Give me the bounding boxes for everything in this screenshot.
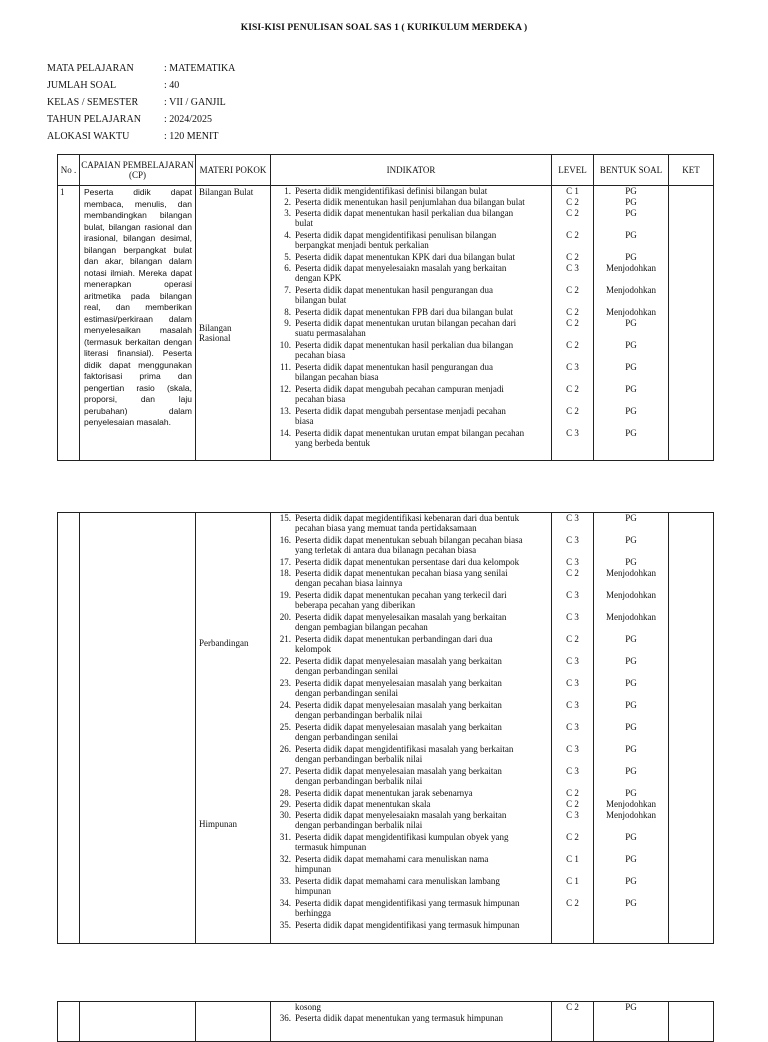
- indikator-item: [271, 384, 551, 406]
- indikator-item: [271, 810, 551, 832]
- indikator-number: 32.: [279, 854, 291, 864]
- info-row: [47, 114, 235, 131]
- indikator-text: Peserta didik dapat mengidentifikasi penulisan bilangan berpangkat menjadi bentuk perkalian: [295, 230, 497, 250]
- indikator-number: 28.: [279, 788, 291, 798]
- info-label: MATA PELAJARAN: [47, 63, 134, 74]
- indikator-number: 31.: [279, 832, 291, 842]
- indikator-number: 10.: [279, 340, 291, 350]
- bentuk-cell: [594, 513, 669, 944]
- info-label: ALOKASI WAKTU: [47, 131, 130, 142]
- level-value: [552, 1013, 593, 1024]
- materi-perbandingan: Perbandingan: [199, 638, 249, 648]
- level-value: C 2: [566, 197, 579, 207]
- bentuk-value: PG: [625, 722, 637, 732]
- indikator-item: [271, 197, 551, 208]
- bentuk-cell: [594, 1002, 669, 1042]
- indikator-text: Peserta didik dapat menentukan hasil perkalian dua bilangan pecahan biasa: [295, 340, 514, 360]
- header-level: LEVEL: [552, 155, 594, 186]
- cp-cell: [80, 1002, 196, 1042]
- indikator-text: Peserta didik dapat menentukan perbandingan dari dua kelompok: [295, 634, 493, 654]
- level-value: C 3: [566, 766, 579, 776]
- bentuk-cell: [594, 186, 669, 461]
- table-header-row: [58, 155, 714, 186]
- bentuk-value: Menjodohkan: [606, 612, 656, 622]
- indikator-text: Peserta didik dapat mengidentifikasi yang termasuk himpunan berhingga: [295, 898, 520, 918]
- level-value: C 2: [566, 384, 579, 394]
- bentuk-value: Menjodohkan: [606, 307, 656, 317]
- indikator-text: Peserta didik dapat menyelesaian masalah yang berkaitan dengan perbandingan berbalik nilai: [295, 766, 502, 786]
- bentuk-value: Menjodohkan: [606, 590, 656, 600]
- indikator-item: [271, 252, 551, 263]
- level-value: C 1: [566, 876, 579, 886]
- cp-cell: [80, 186, 196, 461]
- indikator-item: [271, 744, 551, 766]
- indikator-text: Peserta didik dapat menentukan hasil perkalian dua bilangan bulat: [295, 208, 514, 228]
- indikator-number: 9.: [284, 318, 291, 328]
- bentuk-value: PG: [625, 854, 637, 864]
- indikator-number: 5.: [284, 252, 291, 262]
- level-list: [552, 1002, 593, 1024]
- indikator-number: 4.: [284, 230, 291, 240]
- bentuk-value: PG: [625, 898, 637, 908]
- level-value: C 3: [566, 535, 579, 545]
- indikator-item: [271, 557, 551, 568]
- bentuk-value: PG: [625, 744, 637, 754]
- indikator-item: [271, 788, 551, 799]
- indikator-number: 18.: [279, 568, 291, 578]
- indikator-number: 6.: [284, 263, 291, 273]
- indikator-item: [271, 832, 551, 854]
- indikator-text: Peserta didik menentukan hasil penjumlahan dua bilangan bulat: [295, 197, 525, 207]
- indikator-text: Peserta didik dapat menyelesaikan masalah yang berkaitan dengan pembagian bilangan pecahan: [295, 612, 507, 632]
- indikator-text: Peserta didik dapat menentukan FPB dari dua bilangan bulat: [295, 307, 513, 317]
- bentuk-value: PG: [625, 197, 637, 207]
- level-value: C 2: [566, 406, 579, 416]
- bentuk-value: Menjodohkan: [606, 263, 656, 273]
- bentuk-value: PG: [625, 230, 637, 240]
- indikator-item: [271, 535, 551, 557]
- bentuk-value: PG: [625, 1002, 637, 1012]
- indikator-item: [271, 799, 551, 810]
- info-block: [47, 63, 235, 148]
- level-value: C 2: [566, 285, 579, 295]
- bentuk-value: [594, 1013, 668, 1024]
- info-row: [47, 97, 235, 114]
- indikator-text: Peserta didik dapat menyelesaian masalah yang berkaitan dengan perbandingan senilai: [295, 656, 502, 676]
- indikator-item: [271, 700, 551, 722]
- bentuk-value: PG: [625, 252, 637, 262]
- info-row: [47, 131, 235, 148]
- bentuk-value: PG: [625, 678, 637, 688]
- indikator-item: [271, 590, 551, 612]
- info-label: TAHUN PELAJARAN: [47, 114, 141, 125]
- level-value: C 3: [566, 557, 579, 567]
- kisi-table-page-1: [57, 154, 714, 461]
- indikator-number: 22.: [279, 656, 291, 666]
- info-value: : 120 MENIT: [164, 131, 219, 142]
- level-value: C 3: [566, 612, 579, 622]
- materi-bilangan-rasional: Bilangan Rasional: [199, 323, 232, 343]
- indikator-text: Peserta didik dapat menentukan persentase dari dua kelompok: [295, 557, 520, 567]
- indikator-cell: [271, 1002, 552, 1042]
- bentuk-value: Menjodohkan: [606, 799, 656, 809]
- ket-cell: [669, 1002, 714, 1042]
- bentuk-value: PG: [625, 208, 637, 218]
- indikator-number: 1.: [284, 186, 291, 196]
- indikator-item: [271, 307, 551, 318]
- materi-cell: [196, 513, 271, 944]
- kisi-table-page-2: [57, 512, 714, 944]
- bentuk-value: PG: [625, 766, 637, 776]
- level-value: C 2: [566, 307, 579, 317]
- indikator-item: [271, 612, 551, 634]
- indikator-text: Peserta didik dapat memahami cara menuliskan lambang himpunan: [295, 876, 500, 896]
- materi-cell: [196, 1002, 271, 1042]
- bentuk-value: PG: [625, 832, 637, 842]
- indikator-number: 20.: [279, 612, 291, 622]
- cp-cell: [80, 513, 196, 944]
- indikator-number: 23.: [279, 678, 291, 688]
- indikator-number: 16.: [279, 535, 291, 545]
- table-row: [58, 186, 714, 461]
- bentuk-value: PG: [625, 428, 637, 438]
- indikator-item: [271, 898, 551, 920]
- indikator-number: 29.: [279, 799, 291, 809]
- indikator-number: [275, 1002, 295, 1013]
- level-value: C 1: [566, 186, 579, 196]
- indikator-number: 30.: [279, 810, 291, 820]
- indikator-item: [271, 634, 551, 656]
- indikator-number: 27.: [279, 766, 291, 776]
- indikator-number: 12.: [279, 384, 291, 394]
- level-value: C 3: [566, 362, 579, 372]
- info-value: : 2024/2025: [164, 114, 213, 125]
- bentuk-value: Menjodohkan: [606, 810, 656, 820]
- level-value: C 3: [566, 656, 579, 666]
- info-row: [47, 63, 235, 80]
- level-value: C 2: [566, 799, 579, 809]
- level-cell: [552, 1002, 594, 1042]
- indikator-text: Peserta didik dapat mengidentifikasi masalah yang berkaitan dengan perbandingan berbalik nilai: [295, 744, 514, 764]
- bentuk-value: PG: [625, 700, 637, 710]
- header-materi: MATERI POKOK: [196, 155, 271, 186]
- level-value: C 2: [566, 788, 579, 798]
- indikator-item: [271, 340, 551, 362]
- level-value: C 2: [566, 1002, 579, 1012]
- document-title: KISI-KISI PENULISAN SOAL SAS 1 ( KURIKULUM MERDEKA ): [240, 23, 528, 33]
- indikator-number: 21.: [279, 634, 291, 644]
- level-value: C 2: [566, 208, 579, 218]
- info-value: : MATEMATIKA: [164, 63, 236, 74]
- indikator-text: Peserta didik dapat menentukan hasil pengurangan dua bilangan bulat: [295, 285, 493, 305]
- indikator-number: 3.: [284, 208, 291, 218]
- ket-cell: [669, 513, 714, 944]
- indikator-text: Peserta didik mengidentifikasi definisi bilangan bulat: [295, 186, 488, 196]
- indikator-number: 35.: [279, 920, 291, 930]
- indikator-item: [271, 1013, 551, 1024]
- level-value: C 3: [566, 263, 579, 273]
- indikator-item: [271, 876, 551, 898]
- kisi-table-page-3: [57, 1001, 714, 1042]
- header-indikator: INDIKATOR: [271, 155, 552, 186]
- level-value: C 3: [566, 810, 579, 820]
- info-label: KELAS / SEMESTER: [47, 97, 139, 108]
- indikator-text: Peserta didik dapat menyelesaiakn masalah yang berkaitan dengan KPK: [295, 263, 507, 283]
- indikator-cell: [271, 513, 552, 944]
- indikator-text: kosong: [295, 1002, 322, 1012]
- bentuk-value: PG: [625, 634, 637, 644]
- header-no: No .: [58, 155, 80, 186]
- indikator-number: 7.: [284, 285, 291, 295]
- indikator-item: [271, 722, 551, 744]
- level-value: C 3: [566, 700, 579, 710]
- info-value: : 40: [164, 80, 180, 91]
- indikator-list: [271, 1002, 551, 1024]
- header-cp: CAPAIAN PEMBELAJARAN (CP): [80, 155, 196, 186]
- indikator-number: 14.: [279, 428, 291, 438]
- indikator-text: Peserta didik dapat menentukan KPK dari dua bilangan bulat: [295, 252, 515, 262]
- indikator-item: [271, 318, 551, 340]
- indikator-text: Peserta didik dapat mengidentifikasi kumpulan obyek yang termasuk himpunan: [295, 832, 509, 852]
- level-value: C 3: [566, 744, 579, 754]
- level-value: C 3: [566, 513, 579, 523]
- bentuk-value: PG: [625, 656, 637, 666]
- bentuk-value: PG: [625, 406, 637, 416]
- indikator-item: [271, 1002, 551, 1013]
- table-row: [58, 513, 714, 944]
- info-value: : VII / GANJIL: [164, 97, 226, 108]
- indikator-text: Peserta didik dapat megidentifikasi kebenaran dari dua bentuk pecahan biasa yang memuat tanda pertidaksamaan: [295, 513, 520, 533]
- indikator-text: Peserta didik dapat menentukan yang termasuk himpunan: [295, 1013, 503, 1023]
- level-value: C 2: [566, 568, 579, 578]
- level-list: [552, 186, 593, 450]
- indikator-number: 2.: [284, 197, 291, 207]
- indikator-text: Peserta didik dapat mengubah pecahan campuran menjadi pecahan biasa: [295, 384, 504, 404]
- indikator-text: Peserta didik dapat menyelesaian masalah yang berkaitan dengan perbandingan senilai: [295, 722, 502, 742]
- indikator-text: Peserta didik dapat menentukan pecahan yang terkecil dari beberapa pecahan yang diberikan: [295, 590, 507, 610]
- bentuk-value: PG: [625, 362, 637, 372]
- indikator-item: [271, 854, 551, 876]
- indikator-text: Peserta didik dapat mengubah persentase menjadi pecahan biasa: [295, 406, 506, 426]
- indikator-text: Peserta didik dapat menentukan urutan bilangan pecahan dari suatu permasalahan: [295, 318, 517, 338]
- indikator-number: 34.: [279, 898, 291, 908]
- row-number-text: 1: [60, 187, 65, 197]
- indikator-item: [271, 656, 551, 678]
- bentuk-value: PG: [625, 876, 637, 886]
- indikator-text: Peserta didik dapat menentukan urutan empat bilangan pecahan yang berbeda bentuk: [295, 428, 525, 448]
- indikator-number: 26.: [279, 744, 291, 754]
- level-cell: [552, 186, 594, 461]
- indikator-text: Peserta didik dapat menentukan hasil pengurangan dua bilangan pecahan biasa: [295, 362, 493, 382]
- indikator-number: 19.: [279, 590, 291, 600]
- indikator-number: 33.: [279, 876, 291, 886]
- materi-himpunan: Himpunan: [199, 819, 237, 829]
- level-cell: [552, 513, 594, 944]
- indikator-number: 25.: [279, 722, 291, 732]
- indikator-number: 13.: [279, 406, 291, 416]
- bentuk-value: PG: [625, 384, 637, 394]
- indikator-text: Peserta didik dapat menyelesaian masalah yang berkaitan dengan perbandingan senilai: [295, 678, 502, 698]
- bentuk-list: [594, 513, 668, 931]
- bentuk-value: [594, 920, 668, 931]
- indikator-number: 15.: [279, 513, 291, 523]
- bentuk-value: Menjodohkan: [606, 568, 656, 578]
- level-value: C 3: [566, 590, 579, 600]
- level-value: [552, 920, 593, 931]
- level-list: [552, 513, 593, 931]
- indikator-list: [271, 513, 551, 931]
- level-value: C 2: [566, 230, 579, 240]
- level-value: C 3: [566, 722, 579, 732]
- bentuk-value: PG: [625, 535, 637, 545]
- indikator-item: [271, 263, 551, 285]
- indikator-number: 11.: [280, 362, 291, 372]
- indikator-item: [271, 406, 551, 428]
- indikator-item: [271, 428, 551, 450]
- level-value: C 2: [566, 340, 579, 350]
- bentuk-value: PG: [625, 557, 637, 567]
- indikator-text: Peserta didik dapat menentukan pecahan biasa yang senilai dengan pecahan biasa lainnya: [295, 568, 508, 588]
- indikator-item: [271, 285, 551, 307]
- level-value: C 2: [566, 832, 579, 842]
- ket-cell: [669, 186, 714, 461]
- indikator-item: [271, 766, 551, 788]
- cp-text: Peserta didik dapat membaca, menulis, dan membandingkan bilangan bulat, bilangan rasional dan irasional, bilangan desimal, bilangan berpangkat bulat dan akar, bilangan dalam notasi ilmiah. Mereka dapat menerapkan operasi aritmetika pada bilangan real, dan memberikan estimasi/perkiraan dalam menyelesaikan masalah (termasuk berkaitan dengan literasi finansial). Peserta didik dapat menggunakan faktorisasi prima dan pengertian rasio (skala, proporsi, dan laju perubahan) dalam penyelesaian masalah.: [84, 187, 192, 427]
- header-bentuk-soal: BENTUK SOAL: [594, 155, 669, 186]
- row-number: [58, 1002, 80, 1042]
- indikator-text: Peserta didik dapat menentukan jarak sebenarnya: [295, 788, 473, 798]
- level-value: C 2: [566, 252, 579, 262]
- table-row: [58, 1002, 714, 1042]
- level-value: C 2: [566, 318, 579, 328]
- indikator-number: 36.: [279, 1013, 291, 1023]
- level-value: C 2: [566, 634, 579, 644]
- bentuk-value: PG: [625, 788, 637, 798]
- info-row: [47, 80, 235, 97]
- bentuk-value: PG: [625, 513, 637, 523]
- indikator-text: Peserta didik dapat mengidentifikasi yang termasuk himpunan: [295, 920, 520, 930]
- materi-cell: [196, 186, 271, 461]
- bentuk-value: PG: [625, 318, 637, 328]
- indikator-text: Peserta didik dapat menentukan sebuah bilangan pecahan biasa yang terletak di antara dua bilanagn pecahan biasa: [295, 535, 523, 555]
- bentuk-value: PG: [625, 340, 637, 350]
- materi-bilangan-bulat: Bilangan Bulat: [199, 187, 254, 197]
- info-label: JUMLAH SOAL: [47, 80, 117, 91]
- indikator-number: 17.: [279, 557, 291, 567]
- bentuk-value: Menjodohkan: [606, 285, 656, 295]
- indikator-item: [271, 208, 551, 230]
- indikator-item: [271, 513, 551, 535]
- bentuk-list: [594, 186, 668, 450]
- bentuk-value: PG: [625, 186, 637, 196]
- row-number: [58, 513, 80, 944]
- indikator-item: [271, 678, 551, 700]
- indikator-number: 24.: [279, 700, 291, 710]
- level-value: C 2: [566, 898, 579, 908]
- level-value: C 3: [566, 678, 579, 688]
- indikator-number: 8.: [284, 307, 291, 317]
- row-number: [58, 186, 80, 461]
- indikator-text: Peserta didik dapat menentukan skala: [295, 799, 431, 809]
- indikator-item: [271, 362, 551, 384]
- level-value: C 1: [566, 854, 579, 864]
- indikator-item: [271, 920, 551, 931]
- indikator-text: Peserta didik dapat menyelesaian masalah yang berkaitan dengan perbandingan berbalik nilai: [295, 700, 502, 720]
- indikator-text: Peserta didik dapat memahami cara menuliskan nama himpunan: [295, 854, 489, 874]
- indikator-list: [271, 186, 551, 450]
- indikator-item: [271, 230, 551, 252]
- bentuk-list: [594, 1002, 668, 1024]
- level-value: C 3: [566, 428, 579, 438]
- indikator-cell: [271, 186, 552, 461]
- header-ket: KET: [669, 155, 714, 186]
- indikator-text: Peserta didik dapat menyelesaiakn masalah yang berkaitan dengan perbandingan berbalik nilai: [295, 810, 507, 830]
- indikator-item: [271, 568, 551, 590]
- indikator-item: [271, 186, 551, 197]
